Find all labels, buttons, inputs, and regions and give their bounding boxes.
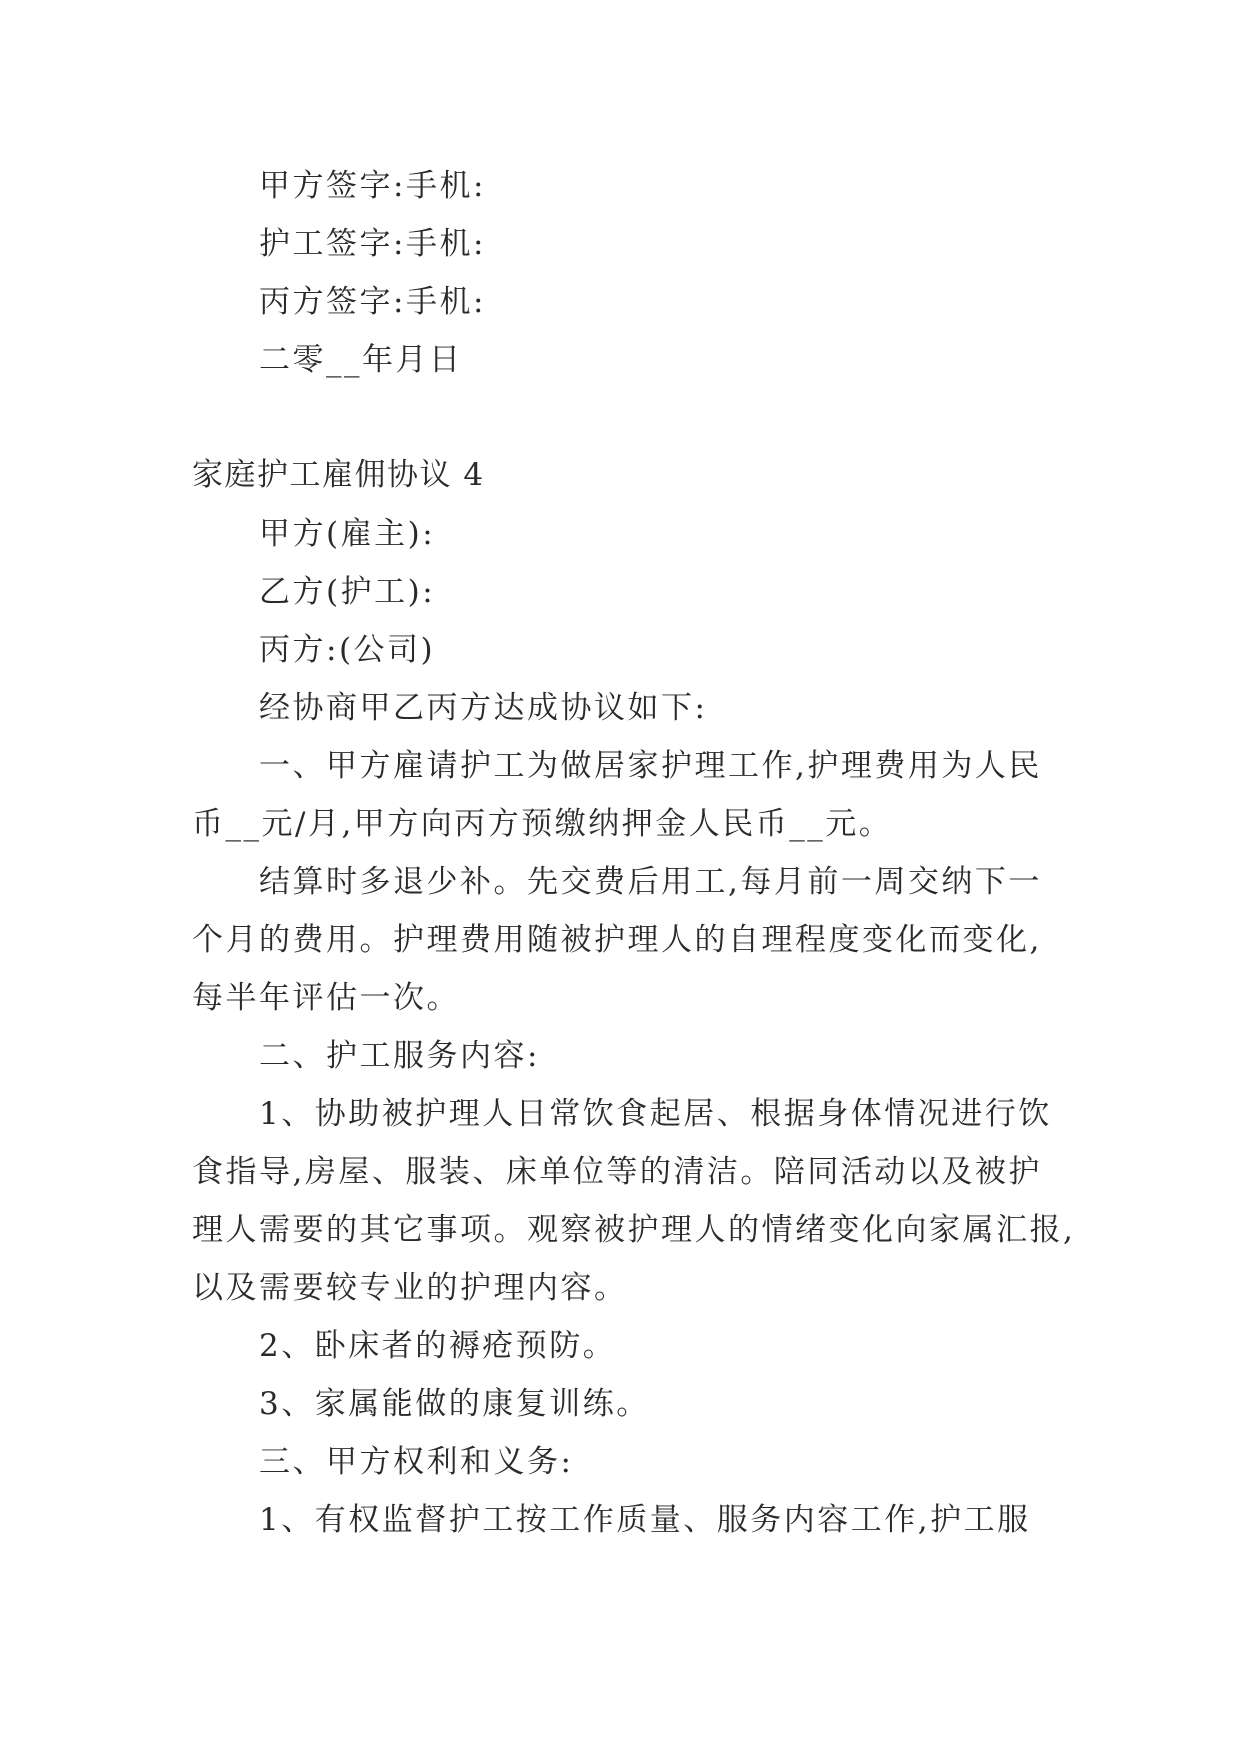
clause2-heading: 二、护工服务内容: (259, 1038, 540, 1074)
signature-date-line: 二零__年月日 (259, 342, 463, 378)
clause3-item1-line: 1、有权监督护工按工作质量、服务内容工作,护工服 (259, 1502, 1031, 1538)
clause2-item1-line: 1、协助被护理人日常饮食起居、根据身体情况进行饮 (259, 1096, 1052, 1132)
clause1-note-line: 每半年评估一次。 (192, 980, 460, 1016)
clause2-item1-line: 食指导,房屋、服装、床单位等的清洁。陪同活动以及被护 (192, 1154, 1042, 1190)
clause1-note-line: 个月的费用。护理费用随被护理人的自理程度变化而变化, (192, 922, 1042, 958)
signature-line-party-a: 甲方签字:手机: (259, 168, 486, 204)
party-b-line: 乙方(护工): (259, 574, 436, 610)
party-c-line: 丙方:(公司) (259, 632, 436, 668)
clause1-line: 一、甲方雇请护工为做居家护理工作,护理费用为人民 (259, 748, 1042, 784)
clause2-item1-line: 以及需要较专业的护理内容。 (192, 1270, 628, 1306)
clause1-note-line: 结算时多退少补。先交费后用工,每月前一周交纳下一 (259, 864, 1042, 900)
section-title: 家庭护工雇佣协议 4 (192, 457, 485, 493)
clause2-item3: 3、家属能做的康复训练。 (259, 1386, 650, 1422)
clause2-item2: 2、卧床者的褥疮预防。 (259, 1328, 617, 1364)
agreement-intro: 经协商甲乙丙方达成协议如下: (259, 690, 708, 726)
signature-line-caregiver: 护工签字:手机: (259, 226, 486, 262)
clause2-item1-line: 理人需要的其它事项。观察被护理人的情绪变化向家属汇报, (192, 1212, 1076, 1248)
party-a-line: 甲方(雇主): (259, 516, 436, 552)
clause3-heading: 三、甲方权利和义务: (259, 1444, 574, 1480)
clause1-line: 币__元/月,甲方向丙方预缴纳押金人民币__元。 (192, 806, 893, 842)
signature-line-party-c: 丙方签字:手机: (259, 284, 486, 320)
